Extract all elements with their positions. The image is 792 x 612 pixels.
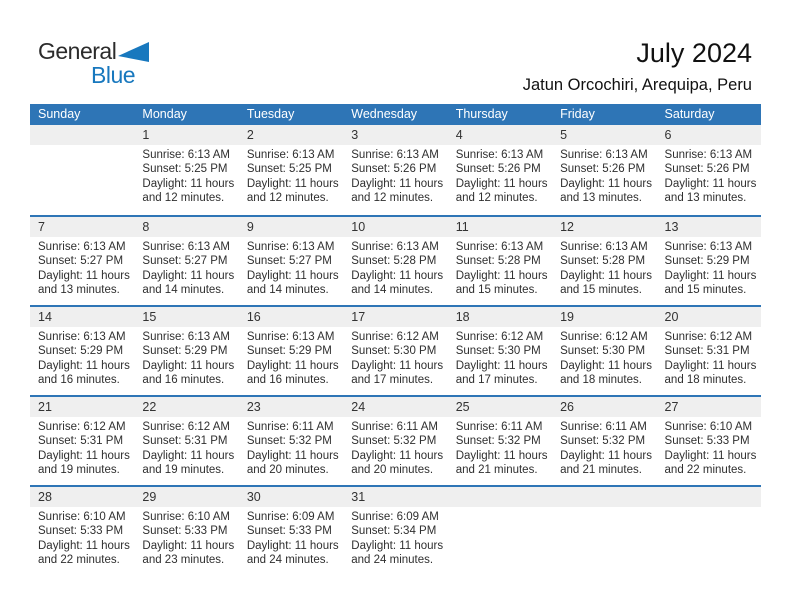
weekday-header-wednesday: Wednesday	[351, 107, 418, 121]
sunrise-text: Sunrise: 6:13 AM	[246, 331, 335, 343]
daylight-text: and 21 minutes.	[455, 464, 538, 477]
calendar-day-cell	[134, 487, 238, 575]
logo-text-blue: Blue	[91, 62, 136, 88]
calendar-empty-cell	[657, 487, 761, 575]
day-number: 14	[30, 307, 134, 327]
sunset-text: Sunset: 5:31 PM	[38, 435, 124, 448]
sunrise-text: Sunrise: 6:13 AM	[351, 241, 439, 253]
day-number: 13	[657, 217, 761, 237]
daylight-text: and 16 minutes.	[38, 374, 120, 387]
calendar-day-cell	[552, 397, 656, 485]
day-details	[552, 145, 656, 206]
sunset-text: Sunset: 5:29 PM	[142, 345, 228, 358]
daylight-text: Daylight: 11 hours	[142, 269, 235, 282]
daylight-text: and 20 minutes.	[246, 464, 329, 477]
sunrise-text: Sunrise: 6:12 AM	[351, 331, 439, 343]
calendar-day-cell	[134, 125, 238, 215]
day-number	[657, 487, 761, 507]
day-number: 22	[134, 397, 238, 417]
calendar-day-cell	[657, 125, 761, 215]
sunrise-text: Sunrise: 6:13 AM	[455, 241, 544, 253]
daylight-text: Daylight: 11 hours	[38, 269, 130, 282]
sunrise-text: Sunrise: 6:13 AM	[455, 149, 544, 161]
calendar-day-cell	[239, 125, 343, 215]
weekday-header-row	[30, 104, 761, 125]
day-number: 30	[239, 487, 343, 507]
sunrise-text: Sunrise: 6:09 AM	[351, 511, 439, 523]
weekday-header-saturday: Saturday	[664, 107, 715, 121]
day-number: 16	[239, 307, 343, 327]
sunrise-text: Sunrise: 6:11 AM	[455, 421, 543, 433]
day-details	[30, 417, 134, 478]
calendar-day-cell	[30, 397, 134, 485]
calendar-day-cell	[552, 217, 656, 305]
daylight-text: Daylight: 11 hours	[560, 269, 652, 282]
daylight-text: and 12 minutes.	[246, 192, 329, 205]
day-number: 12	[552, 217, 656, 237]
sunset-text: Sunset: 5:29 PM	[38, 345, 124, 358]
sunrise-text: Sunrise: 6:13 AM	[142, 241, 230, 253]
daylight-text: and 24 minutes.	[351, 554, 434, 567]
calendar	[30, 104, 761, 575]
sunset-text: Sunset: 5:26 PM	[560, 163, 646, 176]
day-details	[30, 327, 134, 388]
day-details	[448, 417, 552, 478]
day-number: 4	[448, 125, 552, 145]
daylight-text: Daylight: 11 hours	[142, 449, 235, 462]
day-details	[552, 417, 656, 478]
day-details	[239, 237, 343, 298]
daylight-text: Daylight: 11 hours	[664, 359, 757, 372]
sunset-text: Sunset: 5:33 PM	[664, 435, 750, 448]
day-details	[657, 145, 761, 206]
sunrise-text: Sunrise: 6:11 AM	[560, 421, 647, 433]
calendar-day-cell	[657, 217, 761, 305]
daylight-text: and 19 minutes.	[38, 464, 120, 477]
day-number: 20	[657, 307, 761, 327]
daylight-text: and 18 minutes.	[560, 374, 642, 387]
day-details	[448, 237, 552, 298]
calendar-day-cell	[30, 217, 134, 305]
daylight-text: Daylight: 11 hours	[560, 359, 652, 372]
daylight-text: and 13 minutes.	[560, 192, 642, 205]
sunset-text: Sunset: 5:27 PM	[246, 255, 332, 268]
day-number: 17	[343, 307, 447, 327]
sunrise-text: Sunrise: 6:12 AM	[560, 331, 648, 343]
page-title: July 2024	[636, 38, 752, 68]
day-number: 23	[239, 397, 343, 417]
calendar-day-cell	[239, 217, 343, 305]
day-details	[448, 145, 552, 206]
day-details	[657, 327, 761, 388]
day-details	[239, 507, 343, 568]
calendar-weeks	[30, 125, 761, 575]
sunrise-text: Sunrise: 6:10 AM	[664, 421, 753, 433]
sunset-text: Sunset: 5:28 PM	[351, 255, 437, 268]
weekday-header-friday: Friday	[560, 107, 595, 121]
day-details	[239, 327, 343, 388]
sunset-text: Sunset: 5:34 PM	[351, 525, 437, 538]
day-details	[134, 145, 238, 206]
day-number: 26	[552, 397, 656, 417]
daylight-text: Daylight: 11 hours	[664, 449, 757, 462]
calendar-day-cell	[448, 217, 552, 305]
sunset-text: Sunset: 5:28 PM	[560, 255, 646, 268]
day-details	[552, 237, 656, 298]
sunset-text: Sunset: 5:25 PM	[246, 163, 332, 176]
daylight-text: and 17 minutes.	[455, 374, 538, 387]
day-number: 31	[343, 487, 447, 507]
daylight-text: and 24 minutes.	[246, 554, 329, 567]
sunset-text: Sunset: 5:27 PM	[38, 255, 124, 268]
calendar-day-cell	[343, 217, 447, 305]
daylight-text: Daylight: 11 hours	[246, 359, 339, 372]
day-details	[552, 327, 656, 388]
sunset-text: Sunset: 5:27 PM	[142, 255, 228, 268]
day-number: 21	[30, 397, 134, 417]
sunrise-text: Sunrise: 6:13 AM	[142, 331, 230, 343]
day-details	[134, 237, 238, 298]
day-details	[30, 507, 134, 568]
sunrise-text: Sunrise: 6:11 AM	[351, 421, 438, 433]
sunrise-text: Sunrise: 6:13 AM	[142, 149, 230, 161]
daylight-text: Daylight: 11 hours	[455, 269, 548, 282]
day-details	[343, 507, 447, 568]
sunrise-text: Sunrise: 6:12 AM	[664, 331, 753, 343]
sunrise-text: Sunrise: 6:13 AM	[560, 149, 648, 161]
daylight-text: and 16 minutes.	[246, 374, 329, 387]
calendar-day-cell	[134, 397, 238, 485]
week-row	[30, 305, 761, 395]
daylight-text: Daylight: 11 hours	[142, 177, 235, 190]
logo-text-general: General	[38, 38, 117, 64]
day-number: 3	[343, 125, 447, 145]
sunrise-text: Sunrise: 6:13 AM	[664, 241, 753, 253]
daylight-text: Daylight: 11 hours	[664, 269, 757, 282]
week-row	[30, 215, 761, 305]
weekday-header-monday: Monday	[142, 107, 187, 121]
daylight-text: and 12 minutes.	[455, 192, 538, 205]
day-details	[657, 237, 761, 298]
daylight-text: Daylight: 11 hours	[351, 359, 444, 372]
daylight-text: Daylight: 11 hours	[351, 269, 444, 282]
daylight-text: Daylight: 11 hours	[560, 177, 652, 190]
daylight-text: and 15 minutes.	[455, 284, 538, 297]
calendar-day-cell	[552, 125, 656, 215]
day-number: 15	[134, 307, 238, 327]
calendar-day-cell	[343, 307, 447, 395]
week-row	[30, 125, 761, 215]
sunset-text: Sunset: 5:25 PM	[142, 163, 228, 176]
day-number: 11	[448, 217, 552, 237]
sunrise-text: Sunrise: 6:12 AM	[142, 421, 230, 433]
day-number: 25	[448, 397, 552, 417]
daylight-text: and 22 minutes.	[664, 464, 747, 477]
calendar-day-cell	[552, 307, 656, 395]
day-number: 19	[552, 307, 656, 327]
day-details	[343, 327, 447, 388]
daylight-text: Daylight: 11 hours	[246, 177, 339, 190]
calendar-day-cell	[343, 125, 447, 215]
sunset-text: Sunset: 5:30 PM	[351, 345, 437, 358]
sunset-text: Sunset: 5:28 PM	[455, 255, 541, 268]
daylight-text: and 14 minutes.	[246, 284, 329, 297]
day-details	[343, 145, 447, 206]
daylight-text: Daylight: 11 hours	[38, 449, 130, 462]
daylight-text: Daylight: 11 hours	[351, 449, 444, 462]
sunset-text: Sunset: 5:29 PM	[664, 255, 750, 268]
sunset-text: Sunset: 5:32 PM	[560, 435, 646, 448]
daylight-text: and 14 minutes.	[351, 284, 434, 297]
calendar-day-cell	[239, 307, 343, 395]
sunset-text: Sunset: 5:32 PM	[455, 435, 541, 448]
sunrise-text: Sunrise: 6:11 AM	[246, 421, 334, 433]
calendar-day-cell	[239, 487, 343, 575]
daylight-text: Daylight: 11 hours	[664, 177, 757, 190]
daylight-text: Daylight: 11 hours	[351, 539, 444, 552]
sunset-text: Sunset: 5:31 PM	[664, 345, 750, 358]
sunrise-text: Sunrise: 6:13 AM	[38, 331, 126, 343]
calendar-day-cell	[134, 307, 238, 395]
day-details	[343, 237, 447, 298]
calendar-day-cell	[239, 397, 343, 485]
page-subtitle: Jatun Orcochiri, Arequipa, Peru	[522, 76, 752, 95]
sunset-text: Sunset: 5:26 PM	[664, 163, 750, 176]
day-number: 9	[239, 217, 343, 237]
sunrise-text: Sunrise: 6:13 AM	[664, 149, 753, 161]
daylight-text: and 18 minutes.	[664, 374, 747, 387]
daylight-text: Daylight: 11 hours	[38, 539, 130, 552]
day-number: 29	[134, 487, 238, 507]
daylight-text: Daylight: 11 hours	[455, 359, 548, 372]
sunrise-text: Sunrise: 6:13 AM	[351, 149, 439, 161]
day-details	[448, 327, 552, 388]
sunset-text: Sunset: 5:29 PM	[246, 345, 332, 358]
daylight-text: and 13 minutes.	[38, 284, 120, 297]
calendar-day-cell	[657, 307, 761, 395]
calendar-empty-cell	[448, 487, 552, 575]
daylight-text: Daylight: 11 hours	[246, 539, 339, 552]
daylight-text: and 14 minutes.	[142, 284, 225, 297]
sunset-text: Sunset: 5:26 PM	[351, 163, 437, 176]
week-row	[30, 485, 761, 575]
sunset-text: Sunset: 5:33 PM	[38, 525, 124, 538]
day-details	[30, 237, 134, 298]
calendar-day-cell	[343, 487, 447, 575]
daylight-text: and 15 minutes.	[560, 284, 642, 297]
daylight-text: Daylight: 11 hours	[38, 359, 130, 372]
day-number: 18	[448, 307, 552, 327]
sunrise-text: Sunrise: 6:12 AM	[38, 421, 126, 433]
calendar-day-cell	[30, 307, 134, 395]
daylight-text: and 19 minutes.	[142, 464, 225, 477]
daylight-text: and 22 minutes.	[38, 554, 120, 567]
day-number: 10	[343, 217, 447, 237]
day-number: 27	[657, 397, 761, 417]
week-row	[30, 395, 761, 485]
daylight-text: and 12 minutes.	[142, 192, 225, 205]
day-number	[552, 487, 656, 507]
daylight-text: and 21 minutes.	[560, 464, 642, 477]
calendar-day-cell	[134, 217, 238, 305]
calendar-day-cell	[448, 125, 552, 215]
weekday-header-thursday: Thursday	[455, 107, 508, 121]
sunrise-text: Sunrise: 6:13 AM	[246, 241, 335, 253]
day-number: 5	[552, 125, 656, 145]
sunrise-text: Sunrise: 6:12 AM	[455, 331, 544, 343]
daylight-text: and 13 minutes.	[664, 192, 747, 205]
sunset-text: Sunset: 5:31 PM	[142, 435, 228, 448]
weekday-header-sunday: Sunday	[38, 107, 81, 121]
calendar-day-cell	[448, 307, 552, 395]
day-details	[343, 417, 447, 478]
day-number: 8	[134, 217, 238, 237]
sunrise-text: Sunrise: 6:09 AM	[246, 511, 335, 523]
calendar-day-cell	[30, 487, 134, 575]
daylight-text: Daylight: 11 hours	[455, 449, 548, 462]
daylight-text: Daylight: 11 hours	[246, 269, 339, 282]
day-number: 6	[657, 125, 761, 145]
calendar-day-cell	[448, 397, 552, 485]
daylight-text: and 20 minutes.	[351, 464, 434, 477]
sunset-text: Sunset: 5:30 PM	[560, 345, 646, 358]
sunrise-text: Sunrise: 6:10 AM	[142, 511, 230, 523]
daylight-text: and 16 minutes.	[142, 374, 225, 387]
daylight-text: Daylight: 11 hours	[560, 449, 652, 462]
daylight-text: and 15 minutes.	[664, 284, 747, 297]
daylight-text: Daylight: 11 hours	[455, 177, 548, 190]
day-number: 2	[239, 125, 343, 145]
daylight-text: Daylight: 11 hours	[142, 539, 235, 552]
day-details	[134, 327, 238, 388]
day-details	[657, 417, 761, 478]
day-number: 28	[30, 487, 134, 507]
daylight-text: and 17 minutes.	[351, 374, 434, 387]
sunset-text: Sunset: 5:32 PM	[246, 435, 332, 448]
calendar-day-cell	[343, 397, 447, 485]
day-number	[448, 487, 552, 507]
sunrise-text: Sunrise: 6:13 AM	[246, 149, 335, 161]
daylight-text: Daylight: 11 hours	[142, 359, 235, 372]
sunrise-text: Sunrise: 6:13 AM	[38, 241, 126, 253]
daylight-text: and 12 minutes.	[351, 192, 434, 205]
sunset-text: Sunset: 5:26 PM	[455, 163, 541, 176]
sunset-text: Sunset: 5:33 PM	[142, 525, 228, 538]
day-details	[239, 417, 343, 478]
sunrise-text: Sunrise: 6:10 AM	[38, 511, 126, 523]
calendar-empty-cell	[30, 125, 134, 215]
general-blue-logo	[38, 40, 149, 87]
daylight-text: Daylight: 11 hours	[246, 449, 339, 462]
day-details	[239, 145, 343, 206]
sunrise-text: Sunrise: 6:13 AM	[560, 241, 648, 253]
sunset-text: Sunset: 5:32 PM	[351, 435, 437, 448]
sunset-text: Sunset: 5:33 PM	[246, 525, 332, 538]
day-number: 1	[134, 125, 238, 145]
calendar-empty-cell	[552, 487, 656, 575]
daylight-text: Daylight: 11 hours	[351, 177, 444, 190]
day-details	[134, 417, 238, 478]
daylight-text: and 23 minutes.	[142, 554, 225, 567]
calendar-day-cell	[657, 397, 761, 485]
day-number: 24	[343, 397, 447, 417]
day-details	[134, 507, 238, 568]
day-number: 7	[30, 217, 134, 237]
weekday-header-tuesday: Tuesday	[246, 107, 295, 121]
sunset-text: Sunset: 5:30 PM	[455, 345, 541, 358]
day-number	[30, 125, 134, 145]
